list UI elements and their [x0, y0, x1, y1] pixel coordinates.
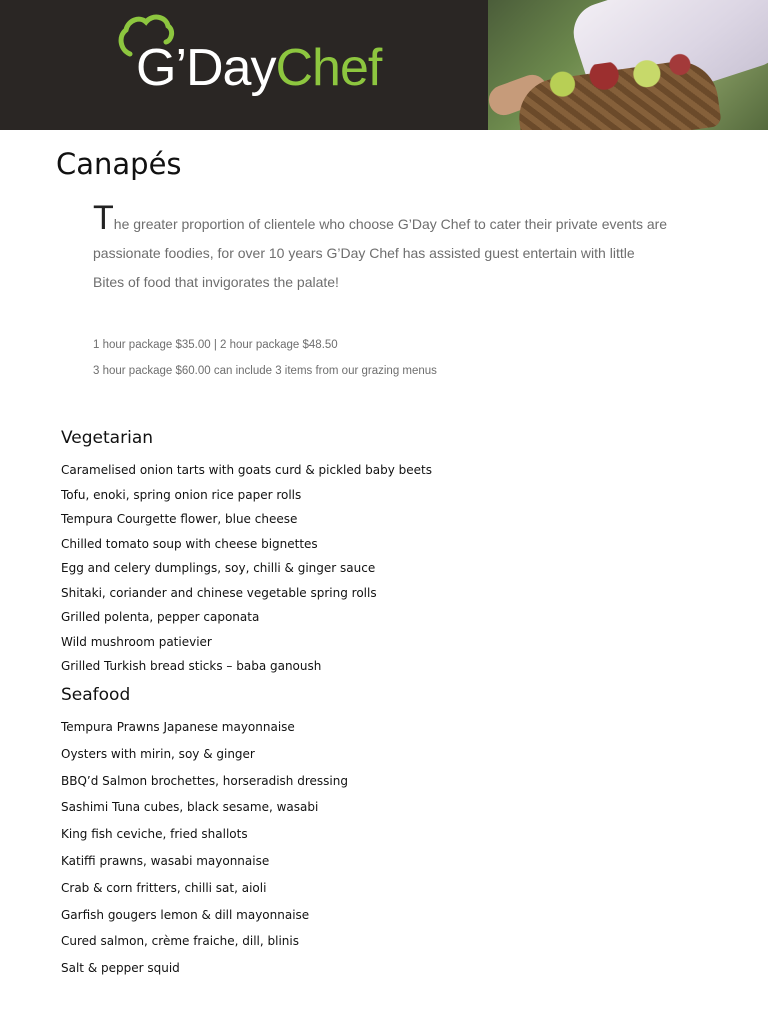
pricing-line-1: 1 hour package $35.00 | 2 hour package $48.50 [93, 339, 338, 351]
list-item: Oysters with mirin, soy & ginger [61, 746, 255, 761]
logo-text-gday: G’Day [136, 39, 276, 97]
list-item: Katiffi prawns, wasabi mayonnaise [61, 853, 270, 868]
seafood-menu-list [61, 714, 348, 982]
chef-basket-photo [488, 0, 768, 130]
intro-line-3: Bites of food that invigorates the palate! [93, 274, 339, 290]
intro-line-1-text: he greater proportion of clientele who choose G’Day Chef to cater their private events are [113, 216, 668, 232]
list-item: Grilled polenta, pepper caponata [61, 610, 260, 624]
list-item: Shitaki, coriander and chinese vegetable spring rolls [61, 585, 377, 600]
list-item: Grilled Turkish bread sticks – baba ganoush [61, 659, 322, 673]
list-item: Cured salmon, crème fraiche, dill, blinis [61, 934, 299, 949]
list-item: Tempura Prawns Japanese mayonnaise [61, 720, 295, 734]
intro-paragraph [93, 199, 713, 297]
pricing-info [93, 332, 713, 384]
list-item: Tempura Courgette flower, blue cheese [61, 512, 298, 526]
pricing-line-2: 3 hour package $60.00 can include 3 items from our grazing menus [93, 365, 437, 377]
list-item: King fish ceviche, fried shallots [61, 827, 248, 842]
list-item: Caramelised onion tarts with goats curd & pickled baby beets [61, 463, 433, 477]
list-item: Crab & corn fritters, chilli sat, aioli [61, 880, 267, 895]
list-item: Salt & pepper squid [61, 961, 180, 976]
vegetarian-menu-list [61, 458, 432, 679]
logo-text-chef: Chef [275, 39, 382, 97]
list-item: Egg and celery dumplings, soy, chilli & ginger sauce [61, 561, 376, 575]
intro-line-1 [93, 199, 713, 239]
list-item: Wild mushroom patievier [61, 634, 212, 649]
list-item: Sashimi Tuna cubes, black sesame, wasabi [61, 800, 319, 815]
section-heading-vegetarian: Vegetarian [61, 428, 154, 448]
list-item: Garfish gougers lemon & dill mayonnaise [61, 907, 310, 922]
list-item: Chilled tomato soup with cheese bignettes [61, 536, 318, 551]
page-title: Canapés [56, 147, 182, 181]
list-item: Tofu, enoki, spring onion rice paper rolls [61, 487, 302, 502]
header-banner [0, 0, 768, 130]
list-item: BBQ’d Salmon brochettes, horseradish dressing [61, 773, 348, 788]
gdaychef-logo [112, 8, 402, 108]
intro-line-2: passionate foodies, for over 10 years G’Day Chef has assisted guest entertain with little [93, 245, 635, 261]
section-heading-seafood: Seafood [61, 685, 131, 705]
logo-wordmark [136, 36, 381, 100]
intro-dropcap: T [93, 199, 114, 237]
